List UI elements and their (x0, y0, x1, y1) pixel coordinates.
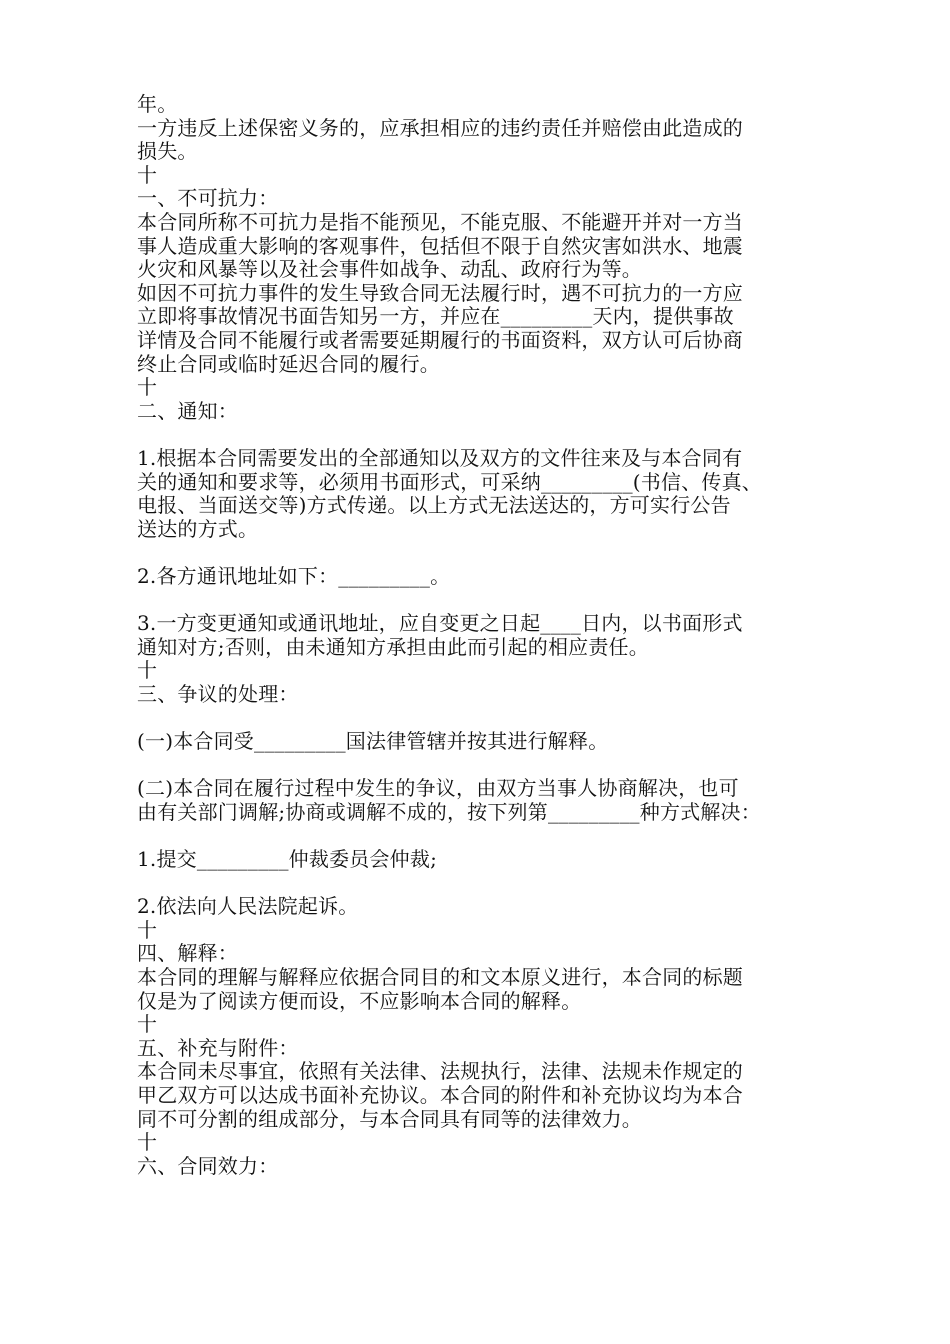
blank-line (137, 872, 837, 896)
text-line: 送达的方式。 (137, 516, 259, 541)
section-divider: 十 (137, 375, 158, 400)
text-line: 本合同未尽事宜，依照有关法律、法规执行，法律、法规未作规定的 (137, 1059, 743, 1084)
section-heading: 四、解释： (137, 941, 238, 966)
text-line: 由有关部门调解;协商或调解不成的，按下列第_________种方式解决： (137, 799, 761, 824)
text-line: 一方违反上述保密义务的，应承担相应的违约责任并赔偿由此造成的 (137, 115, 743, 140)
text-line: 2.依法向人民法院起诉。 (137, 894, 359, 919)
text-line: 终止合同或临时延迟合同的履行。 (137, 351, 440, 376)
section-heading: 三、争议的处理： (137, 681, 299, 706)
blank-line (137, 541, 837, 565)
section-heading: 一、不可抗力： (137, 186, 279, 211)
text-line: (二)本合同在履行过程中发生的争议，由双方当事人协商解决，也可 (137, 776, 739, 801)
blank-line (137, 588, 837, 612)
text-line: 事人造成重大影响的客观事件，包括但不限于自然灾害如洪水、地震 (137, 233, 743, 258)
blank-line (137, 423, 837, 447)
text-line: 关的通知和要求等，必须用书面形式，可采纳_________(书信、传真、 (137, 469, 763, 494)
text-line: 电报、当面送交等)方式传递。以上方式无法送达的，方可实行公告 (137, 493, 731, 518)
section-divider: 十 (137, 917, 158, 942)
text-line: 立即将事故情况书面告知另一方，并应在_________天内，提供事故 (137, 304, 734, 329)
text-line: 3.一方变更通知或通讯地址，应自变更之日起____日内，以书面形式 (137, 611, 743, 636)
text-line: 甲乙双方可以达成书面补充协议。本合同的附件和补充协议均为本合 (137, 1082, 743, 1107)
section-heading: 六、合同效力： (137, 1153, 279, 1178)
text-line: 本合同所称不可抗力是指不能预见，不能克服、不能避开并对一方当 (137, 209, 743, 234)
text-line: 1.提交_________仲裁委员会仲裁; (137, 847, 438, 871)
text-line: 仅是为了阅读方便而设，不应影响本合同的解释。 (137, 988, 582, 1013)
blank-line (137, 754, 837, 778)
text-line: 本合同的理解与解释应依据合同目的和文本原义进行，本合同的标题 (137, 964, 743, 989)
text-line: 2.各方通讯地址如下：_________。 (137, 563, 451, 588)
text-line: 1.根据本合同需要发出的全部通知以及双方的文件往来及与本合同有 (137, 445, 743, 470)
text-line: (一)本合同受_________国法律管辖并按其进行解释。 (137, 729, 609, 754)
section-heading: 五、补充与附件： (137, 1035, 299, 1060)
text-line: 如因不可抗力事件的发生导致合同无法履行时，遇不可抗力的一方应 (137, 280, 743, 305)
section-heading: 二、通知： (137, 398, 238, 423)
text-line: 通知对方;否则，由未通知方承担由此而引起的相应责任。 (137, 634, 649, 659)
text-line: 损失。 (137, 139, 198, 164)
document-body (137, 93, 837, 1178)
text-line: 详情及合同不能履行或者需要延期履行的书面资料，双方认可后协商 (137, 327, 743, 352)
section-divider: 十 (137, 162, 158, 187)
section-divider: 十 (137, 1130, 158, 1155)
section-divider: 十 (137, 658, 158, 683)
blank-line (137, 824, 837, 848)
blank-line (137, 706, 837, 730)
text-line: 年。 (137, 92, 178, 116)
section-divider: 十 (137, 1012, 158, 1037)
text-line: 火灾和风暴等以及社会事件如战争、动乱、政府行为等。 (137, 257, 642, 282)
text-line: 同不可分割的组成部分，与本合同具有同等的法律效力。 (137, 1106, 642, 1131)
